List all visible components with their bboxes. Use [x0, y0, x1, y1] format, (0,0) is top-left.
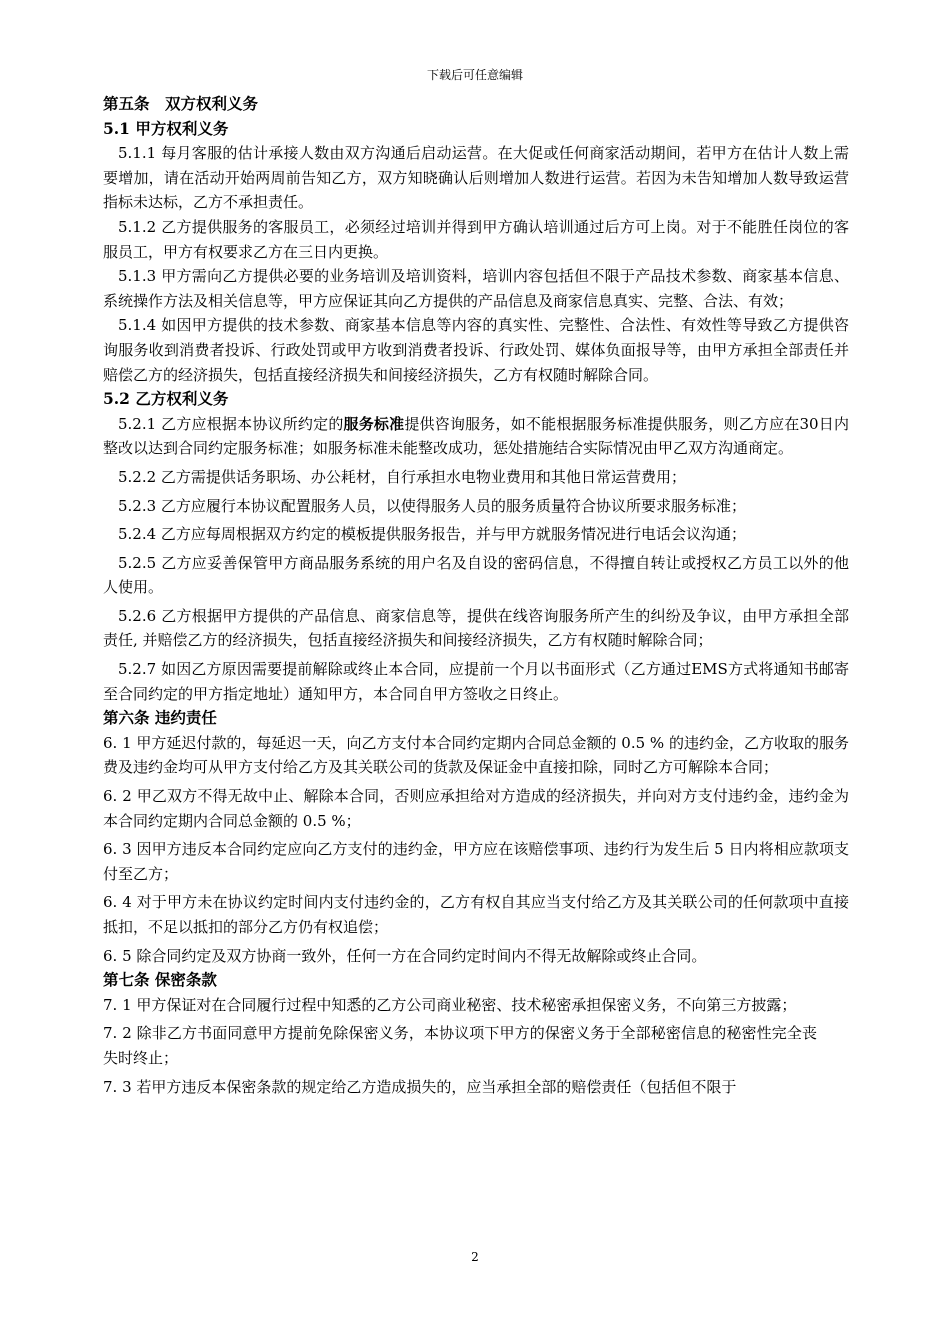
- clause-6-4: 6. 4 对于甲方未在协议约定时间内支付违约金的，乙方有权自其应当支付给乙方及其关联公司的任何款项中直接抵扣，不足以抵扣的部分乙方仍有权追偿；: [103, 893, 849, 936]
- article-7-title: 第七条 保密条款: [103, 970, 217, 990]
- page-number: 2: [471, 1250, 479, 1264]
- clause-6-5: 6. 5 除合同约定及双方协商一致外，任何一方在合同约定时间内不得无故解除或终止合同。: [103, 946, 707, 965]
- clause-7-1: 7. 1 甲方保证对在合同履行过程中知悉的乙方公司商业秘密、技术秘密承担保密义务，不向第三方披露；: [103, 995, 797, 1014]
- clause-5-1-4: 5.1.4 如因甲方提供的技术参数、商家基本信息等内容的真实性、完整性、合法性、有效性等导致乙方提供咨询服务收到消费者投诉、行政处罚或甲方收到消费者投诉、行政处罚、媒体负面报导等，由甲方承担全部责任并赔偿乙方的经济损失，包括直接经济损失和间接经济损失，乙方有权随时解除合同。: [103, 316, 849, 384]
- clause-5-2-2: 5.2.2 乙方需提供话务职场、办公耗材，自行承担水电物业费用和其他日常运营费用；: [118, 467, 686, 486]
- service-standard-term: 服务标准: [343, 414, 405, 433]
- clause-5-1-2: 5.1.2 乙方提供服务的客服员工，必须经过培训并得到甲方确认培训通过后方可上岗。对于不能胜任岗位的客服员工，甲方有权要求乙方在三日内更换。: [103, 217, 849, 261]
- article-5-title: 第五条 双方权利义务: [103, 94, 259, 113]
- document-body: [103, 92, 849, 1099]
- article-6-title: 第六条 违约责任: [103, 708, 217, 728]
- clause-5-2-1-pre: 5.2.1 乙方应根据本协议所约定的: [118, 414, 344, 433]
- clause-6-1: 6. 1 甲方延迟付款的，每延迟一天，向乙方支付本合同约定期内合同总金额的 0.5 % 的违约金，乙方收取的服务费及违约金均可从甲方支付给乙方及其关联公司的货款及保证金中直接扣除，同时乙方可解除本合同；: [103, 733, 849, 777]
- section-5-1-title: 5.1 甲方权利义务: [103, 118, 229, 138]
- clause-5-1-3: 5.1.3 甲方需向乙方提供必要的业务培训及培训资料，培训内容包括但不限于产品技术参数、商家基本信息、系统操作方法及相关信息等，甲方应保证其向乙方提供的产品信息及商家信息真实、完整、合法、有效；: [103, 267, 849, 310]
- clause-6-3: 6. 3 因甲方违反本合同约定应向乙方支付的违约金，甲方应在该赔偿事项、违约行为发生后 5 日内将相应款项支付至乙方；: [103, 840, 849, 883]
- clause-5-2-1-post: 提供咨询服务，如不能根据服务标准提供服务，则乙方应在30日内整改以达到合同约定服务标准；如服务标准未能整改成功，惩处措施结合实际情况由甲乙双方沟通商定。: [103, 414, 849, 458]
- clause-5-1-1: 5.1.1 每月客服的估计承接人数由双方沟通后启动运营。在大促或任何商家活动期间，若甲方在估计人数上需要增加，请在活动开始两周前告知乙方，双方知晓确认后则增加人数进行运营。若因为未告知增加人数导致运营指标未达标，乙方不承担责任。: [103, 144, 849, 212]
- clause-7-2: 7. 2 除非乙方书面同意甲方提前免除保密义务，本协议项下甲方的保密义务于全部秘密信息的秘密性完全丧失时终止；: [103, 1024, 817, 1067]
- clause-5-2-6: 5.2.6 乙方根据甲方提供的产品信息、商家信息等，提供在线咨询服务所产生的纠纷及争议，由甲方承担全部责任, 并赔偿乙方的经济损失，包括直接经济损失和间接经济损失，乙方有权随时解除合同；: [103, 606, 849, 650]
- clause-6-2: 6. 2 甲乙双方不得无故中止、解除本合同，否则应承担给对方造成的经济损失，并向对方支付违约金，违约金为本合同约定期内合同总金额的 0.5 %；: [103, 787, 849, 830]
- page-header: 下载后可任意编辑: [426, 68, 523, 82]
- clause-5-2-7: 5.2.7 如因乙方原因需要提前解除或终止本合同，应提前一个月以书面形式（乙方通过EMS方式将通知书邮寄至合同约定的甲方指定地址）通知甲方，本合同自甲方签收之日终止。: [103, 660, 849, 703]
- clause-5-2-1: [103, 412, 849, 461]
- clause-5-2-4: 5.2.4 乙方应每周根据双方约定的模板提供服务报告，并与甲方就服务情况进行电话会议沟通；: [118, 525, 746, 544]
- clause-7-3: 7. 3 若甲方违反本保密条款的规定给乙方造成损失的，应当承担全部的赔偿责任（包括但不限于: [103, 1077, 737, 1096]
- clause-5-2-5: 5.2.5 乙方应妥善保管甲方商品服务系统的用户名及自设的密码信息，不得擅自转让或授权乙方员工以外的他人使用。: [103, 553, 849, 597]
- clause-5-2-3: 5.2.3 乙方应履行本协议配置服务人员，以使得服务人员的服务质量符合协议所要求服务标准；: [118, 496, 746, 515]
- section-5-2-title: 5.2 乙方权利义务: [103, 389, 229, 409]
